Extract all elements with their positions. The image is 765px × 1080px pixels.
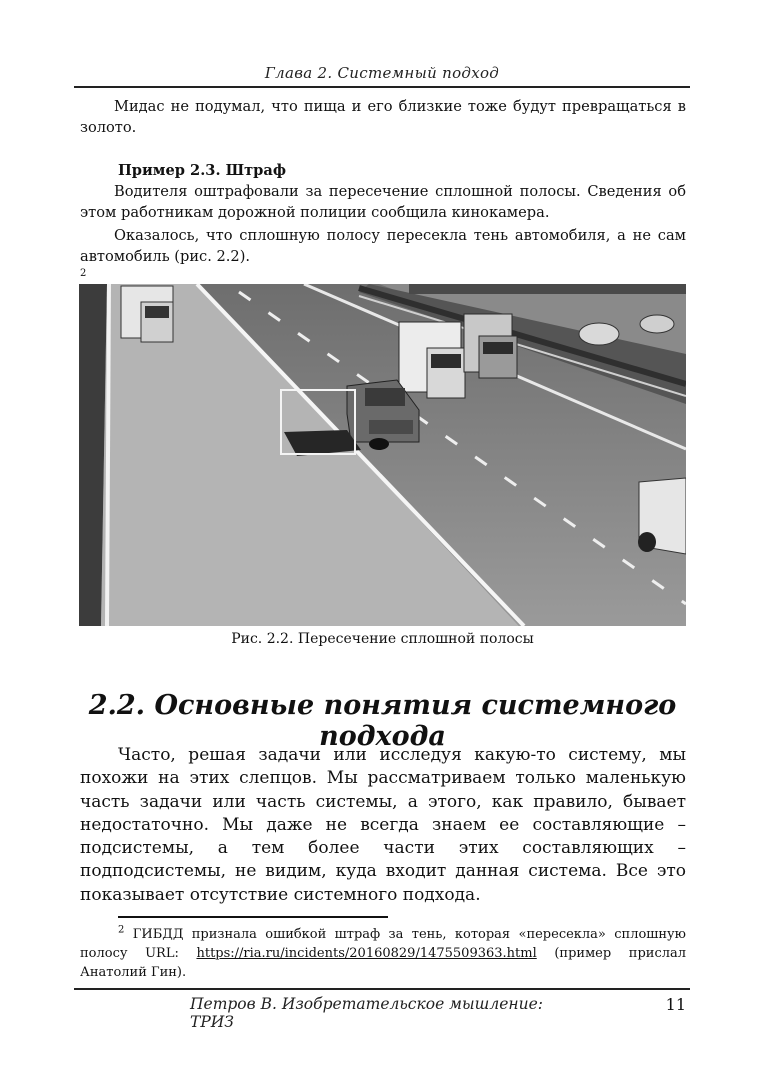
- footer-divider: [74, 988, 690, 990]
- running-footer: Петров В. Изобретательское мышление: ТРИЗ: [190, 995, 543, 1031]
- footnote-text-after: (пример прислал Анатолий Гин).: [80, 946, 686, 980]
- section-paragraph: Часто, решая задачи или исследуя какую-то систему, мы похожи на этих слепцов. Мы рассматриваем только маленькую часть задачи или часть системы, а этого, как правило, бывает недостаточно. Мы даже не всегда знаем ее составляющие – подсистемы, а тем более части этих составляющих – подподсистемы, не видим, куда входит данная система. Все это показывает отсутствие системного подхода.: [80, 745, 686, 905]
- footnote-mark: 2: [118, 924, 125, 936]
- figure-caption: Рис. 2.2. Пересечение сплошной полосы: [231, 631, 534, 647]
- header-divider: [74, 86, 690, 88]
- paragraph-midas-text: Мидас не подумал, что пища и его близкие тоже будут превращаться в золото.: [80, 98, 686, 136]
- highway-photo-drawing: [79, 284, 686, 626]
- example-title: Пример 2.3. Штраф: [118, 162, 286, 179]
- page-number: 11: [665, 995, 686, 1014]
- footnote-reference[interactable]: 2: [80, 268, 87, 280]
- paragraph-driver: [80, 181, 686, 223]
- footnote-text-before: ГИБДД признала ошибкой штраф за тень, которая «пересекла» сплошную полосу URL:: [80, 927, 686, 961]
- paragraph-midas: [80, 96, 686, 138]
- footnote: [80, 925, 686, 982]
- paragraph-driver-text: Водителя оштрафовали за пересечение сплошной полосы. Сведения об этом работникам дорожной полиции сообщила кинокамера.: [80, 183, 686, 221]
- footnote-divider: [118, 916, 388, 918]
- paragraph-shadow: [80, 225, 686, 288]
- footnote-url-link[interactable]: https://ria.ru/incidents/20160829/1475509363.html: [196, 946, 537, 961]
- highway-photo: [79, 284, 686, 626]
- running-header: Глава 2. Системный подход: [264, 64, 500, 82]
- paragraph-shadow-text: Оказалось, что сплошную полосу пересекла тень автомобиля, а не сам автомобиль (рис. 2.2).: [80, 227, 686, 265]
- section-heading: 2.2. Основные понятия системного подхода: [88, 690, 677, 752]
